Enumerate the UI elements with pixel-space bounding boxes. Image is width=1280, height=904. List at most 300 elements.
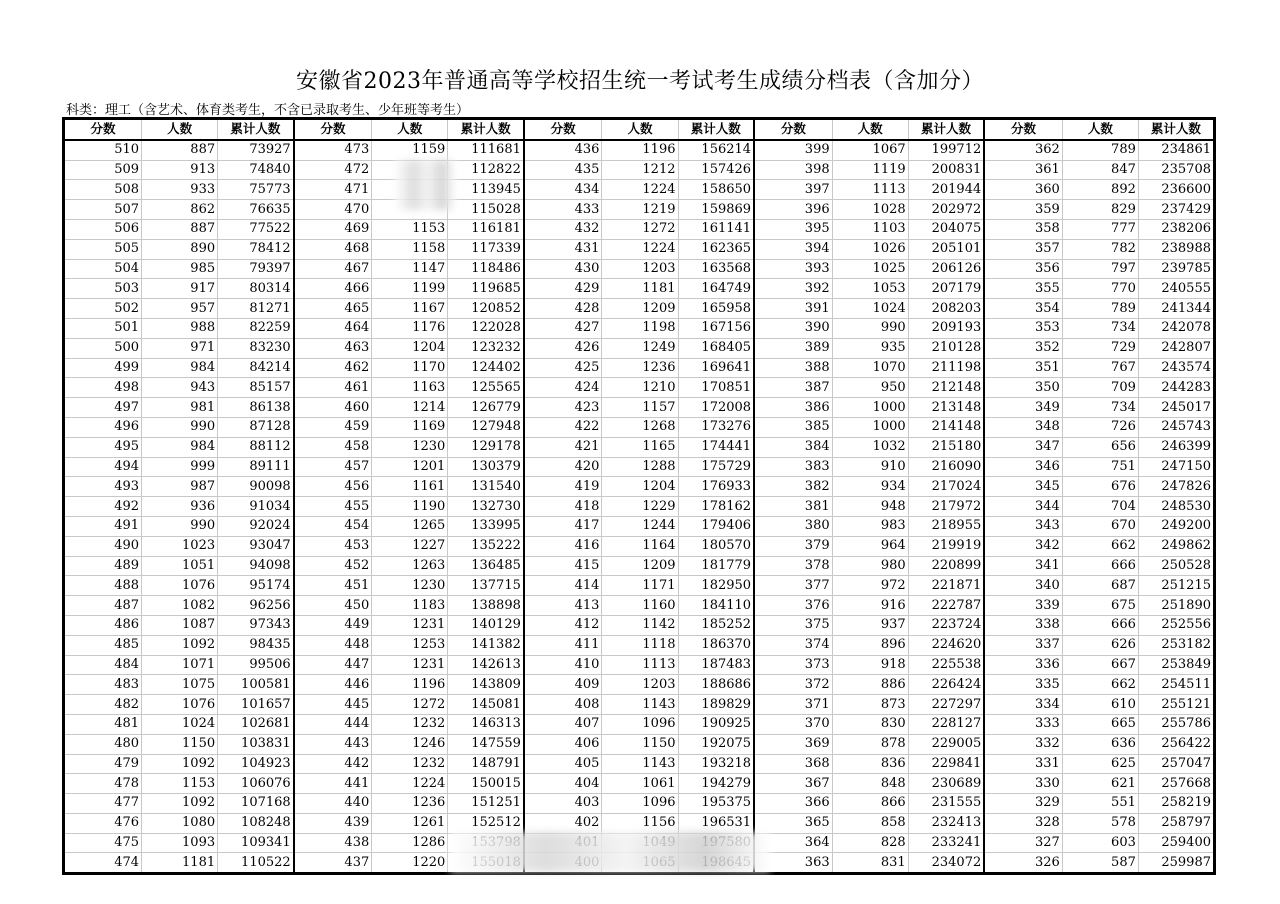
cumulative-cell: 174441 bbox=[678, 437, 754, 457]
count-cell: 886 bbox=[832, 675, 908, 695]
cumulative-cell: 112822 bbox=[448, 160, 524, 180]
count-cell: 578 bbox=[1062, 813, 1138, 833]
cumulative-cell: 186370 bbox=[678, 635, 754, 655]
score-cell: 415 bbox=[524, 556, 602, 576]
count-cell: 670 bbox=[1062, 516, 1138, 536]
score-cell: 386 bbox=[754, 398, 832, 418]
column-header: 人数 bbox=[832, 119, 908, 140]
score-cell: 355 bbox=[984, 279, 1062, 299]
score-cell: 429 bbox=[524, 279, 602, 299]
table-row bbox=[64, 338, 1215, 358]
table-row bbox=[64, 180, 1215, 200]
count-cell: 866 bbox=[832, 794, 908, 814]
count-cell: 937 bbox=[832, 615, 908, 635]
score-cell: 389 bbox=[754, 338, 832, 358]
count-cell: 667 bbox=[1062, 655, 1138, 675]
table-row bbox=[64, 259, 1215, 279]
score-cell: 475 bbox=[64, 833, 142, 853]
count-cell: 1224 bbox=[602, 180, 678, 200]
count-cell: 1096 bbox=[602, 714, 678, 734]
score-cell: 420 bbox=[524, 457, 602, 477]
cumulative-cell: 162365 bbox=[678, 239, 754, 259]
count-cell: 626 bbox=[1062, 635, 1138, 655]
count-cell: 1201 bbox=[372, 457, 448, 477]
cumulative-cell: 240555 bbox=[1138, 279, 1214, 299]
score-distribution-table bbox=[62, 117, 1216, 875]
score-cell: 326 bbox=[984, 853, 1062, 874]
count-cell: 1210 bbox=[602, 378, 678, 398]
count-cell: 1158 bbox=[372, 239, 448, 259]
count-cell: 1209 bbox=[602, 556, 678, 576]
cumulative-cell: 99506 bbox=[218, 655, 294, 675]
score-cell: 483 bbox=[64, 675, 142, 695]
score-cell: 423 bbox=[524, 398, 602, 418]
count-cell: 1268 bbox=[602, 417, 678, 437]
count-cell: 1219 bbox=[602, 200, 678, 220]
cumulative-cell: 140129 bbox=[448, 615, 524, 635]
count-cell: 1231 bbox=[372, 655, 448, 675]
score-cell: 343 bbox=[984, 516, 1062, 536]
column-header: 人数 bbox=[372, 119, 448, 140]
cumulative-cell: 85157 bbox=[218, 378, 294, 398]
count-cell: 858 bbox=[832, 813, 908, 833]
cumulative-cell: 253182 bbox=[1138, 635, 1214, 655]
count-cell: 1061 bbox=[602, 774, 678, 794]
score-cell: 428 bbox=[524, 299, 602, 319]
score-cell: 393 bbox=[754, 259, 832, 279]
score-cell: 364 bbox=[754, 833, 832, 853]
score-cell: 504 bbox=[64, 259, 142, 279]
score-cell: 469 bbox=[294, 219, 372, 239]
cumulative-cell: 224620 bbox=[908, 635, 984, 655]
cumulative-cell: 205101 bbox=[908, 239, 984, 259]
cumulative-cell: 173276 bbox=[678, 417, 754, 437]
cumulative-cell: 124402 bbox=[448, 358, 524, 378]
count-cell: 1163 bbox=[372, 378, 448, 398]
score-cell: 435 bbox=[524, 160, 602, 180]
column-header: 人数 bbox=[1062, 119, 1138, 140]
cumulative-cell: 259400 bbox=[1138, 833, 1214, 853]
score-cell: 379 bbox=[754, 536, 832, 556]
cumulative-cell: 106076 bbox=[218, 774, 294, 794]
cumulative-cell: 93047 bbox=[218, 536, 294, 556]
count-cell: 847 bbox=[1062, 160, 1138, 180]
cumulative-cell: 249862 bbox=[1138, 536, 1214, 556]
score-cell: 374 bbox=[754, 635, 832, 655]
cumulative-cell: 115028 bbox=[448, 200, 524, 220]
score-cell: 496 bbox=[64, 417, 142, 437]
table-row bbox=[64, 675, 1215, 695]
score-cell: 416 bbox=[524, 536, 602, 556]
count-cell: 1000 bbox=[832, 398, 908, 418]
column-header: 累计人数 bbox=[218, 119, 294, 140]
count-cell: 1032 bbox=[832, 437, 908, 457]
score-cell: 431 bbox=[524, 239, 602, 259]
score-cell: 412 bbox=[524, 615, 602, 635]
score-cell: 480 bbox=[64, 734, 142, 754]
count-cell: 1087 bbox=[142, 615, 218, 635]
count-cell: 1075 bbox=[142, 675, 218, 695]
score-cell: 500 bbox=[64, 338, 142, 358]
count-cell: 981 bbox=[142, 398, 218, 418]
count-cell: 1220 bbox=[372, 853, 448, 874]
cumulative-cell: 170851 bbox=[678, 378, 754, 398]
cumulative-cell: 192075 bbox=[678, 734, 754, 754]
table-row bbox=[64, 299, 1215, 319]
score-cell: 467 bbox=[294, 259, 372, 279]
cumulative-cell: 209193 bbox=[908, 318, 984, 338]
score-cell: 493 bbox=[64, 477, 142, 497]
cumulative-cell: 122028 bbox=[448, 318, 524, 338]
count-cell: 1150 bbox=[142, 734, 218, 754]
cumulative-cell: 220899 bbox=[908, 556, 984, 576]
score-cell: 454 bbox=[294, 516, 372, 536]
cumulative-cell: 231555 bbox=[908, 794, 984, 814]
cumulative-cell: 117339 bbox=[448, 239, 524, 259]
score-cell: 487 bbox=[64, 596, 142, 616]
category-note: 科类：理工（含艺术、体育类考生，不含已录取考生、少年班等考生） bbox=[66, 103, 470, 118]
count-cell: 1249 bbox=[602, 338, 678, 358]
count-cell: 665 bbox=[1062, 714, 1138, 734]
count-cell: 1164 bbox=[602, 536, 678, 556]
cumulative-cell: 120852 bbox=[448, 299, 524, 319]
cumulative-cell: 75773 bbox=[218, 180, 294, 200]
cumulative-cell: 246399 bbox=[1138, 437, 1214, 457]
count-cell: 1288 bbox=[602, 457, 678, 477]
score-cell: 403 bbox=[524, 794, 602, 814]
cumulative-cell: 148791 bbox=[448, 754, 524, 774]
cumulative-cell: 103831 bbox=[218, 734, 294, 754]
score-cell: 397 bbox=[754, 180, 832, 200]
count-cell: 999 bbox=[142, 457, 218, 477]
count-cell: 831 bbox=[832, 853, 908, 874]
redaction-blur bbox=[395, 160, 455, 210]
score-cell: 479 bbox=[64, 754, 142, 774]
score-cell: 351 bbox=[984, 358, 1062, 378]
count-cell: 1076 bbox=[142, 576, 218, 596]
table-row bbox=[64, 457, 1215, 477]
count-cell: 610 bbox=[1062, 695, 1138, 715]
count-cell: 1272 bbox=[602, 219, 678, 239]
count-cell: 950 bbox=[832, 378, 908, 398]
cumulative-cell: 199712 bbox=[908, 140, 984, 160]
count-cell: 1183 bbox=[372, 596, 448, 616]
cumulative-cell: 158650 bbox=[678, 180, 754, 200]
score-cell: 349 bbox=[984, 398, 1062, 418]
count-cell: 1203 bbox=[602, 259, 678, 279]
count-cell: 1067 bbox=[832, 140, 908, 160]
score-cell: 459 bbox=[294, 417, 372, 437]
count-cell: 1143 bbox=[602, 695, 678, 715]
score-cell: 495 bbox=[64, 437, 142, 457]
count-cell: 878 bbox=[832, 734, 908, 754]
cumulative-cell: 110522 bbox=[218, 853, 294, 874]
score-cell: 481 bbox=[64, 714, 142, 734]
table-row bbox=[64, 358, 1215, 378]
cumulative-cell: 241344 bbox=[1138, 299, 1214, 319]
score-cell: 486 bbox=[64, 615, 142, 635]
count-cell: 621 bbox=[1062, 774, 1138, 794]
score-cell: 342 bbox=[984, 536, 1062, 556]
cumulative-cell: 137715 bbox=[448, 576, 524, 596]
count-cell: 862 bbox=[142, 200, 218, 220]
count-cell: 1170 bbox=[372, 358, 448, 378]
cumulative-cell: 125565 bbox=[448, 378, 524, 398]
count-cell: 1236 bbox=[372, 794, 448, 814]
score-cell: 376 bbox=[754, 596, 832, 616]
score-cell: 491 bbox=[64, 516, 142, 536]
count-cell: 1159 bbox=[372, 140, 448, 160]
cumulative-cell: 210128 bbox=[908, 338, 984, 358]
cumulative-cell: 181779 bbox=[678, 556, 754, 576]
table-row bbox=[64, 734, 1215, 754]
score-cell: 347 bbox=[984, 437, 1062, 457]
cumulative-cell: 234861 bbox=[1138, 140, 1214, 160]
cumulative-cell: 179406 bbox=[678, 516, 754, 536]
count-cell: 1092 bbox=[142, 635, 218, 655]
count-cell: 1051 bbox=[142, 556, 218, 576]
cumulative-cell: 147559 bbox=[448, 734, 524, 754]
cumulative-cell: 254511 bbox=[1138, 675, 1214, 695]
score-cell: 460 bbox=[294, 398, 372, 418]
cumulative-cell: 73927 bbox=[218, 140, 294, 160]
score-cell: 335 bbox=[984, 675, 1062, 695]
cumulative-cell: 190925 bbox=[678, 714, 754, 734]
score-cell: 353 bbox=[984, 318, 1062, 338]
score-cell: 476 bbox=[64, 813, 142, 833]
score-cell: 341 bbox=[984, 556, 1062, 576]
count-cell: 1026 bbox=[832, 239, 908, 259]
score-cell: 345 bbox=[984, 477, 1062, 497]
cumulative-cell: 227297 bbox=[908, 695, 984, 715]
column-header: 累计人数 bbox=[1138, 119, 1214, 140]
cumulative-cell: 167156 bbox=[678, 318, 754, 338]
redaction-blur bbox=[450, 832, 770, 872]
count-cell: 1092 bbox=[142, 794, 218, 814]
score-cell: 417 bbox=[524, 516, 602, 536]
cumulative-cell: 77522 bbox=[218, 219, 294, 239]
score-cell: 384 bbox=[754, 437, 832, 457]
count-cell: 1263 bbox=[372, 556, 448, 576]
score-cell: 437 bbox=[294, 853, 372, 874]
cumulative-cell: 87128 bbox=[218, 417, 294, 437]
count-cell: 1232 bbox=[372, 714, 448, 734]
column-header: 分数 bbox=[64, 119, 142, 140]
count-cell: 1167 bbox=[372, 299, 448, 319]
count-cell: 830 bbox=[832, 714, 908, 734]
count-cell: 1227 bbox=[372, 536, 448, 556]
cumulative-cell: 116181 bbox=[448, 219, 524, 239]
score-cell: 465 bbox=[294, 299, 372, 319]
count-cell: 789 bbox=[1062, 140, 1138, 160]
cumulative-cell: 184110 bbox=[678, 596, 754, 616]
score-cell: 482 bbox=[64, 695, 142, 715]
table-row bbox=[64, 378, 1215, 398]
count-cell: 984 bbox=[142, 437, 218, 457]
cumulative-cell: 236600 bbox=[1138, 180, 1214, 200]
score-cell: 329 bbox=[984, 794, 1062, 814]
cumulative-cell: 221871 bbox=[908, 576, 984, 596]
score-cell: 450 bbox=[294, 596, 372, 616]
score-cell: 414 bbox=[524, 576, 602, 596]
count-cell: 636 bbox=[1062, 734, 1138, 754]
count-cell: 1024 bbox=[832, 299, 908, 319]
cumulative-cell: 82259 bbox=[218, 318, 294, 338]
count-cell: 1214 bbox=[372, 398, 448, 418]
table-row bbox=[64, 655, 1215, 675]
score-cell: 485 bbox=[64, 635, 142, 655]
score-cell: 388 bbox=[754, 358, 832, 378]
cumulative-cell: 189829 bbox=[678, 695, 754, 715]
cumulative-cell: 207179 bbox=[908, 279, 984, 299]
score-cell: 371 bbox=[754, 695, 832, 715]
score-cell: 413 bbox=[524, 596, 602, 616]
score-cell: 489 bbox=[64, 556, 142, 576]
score-cell: 448 bbox=[294, 635, 372, 655]
cumulative-cell: 245017 bbox=[1138, 398, 1214, 418]
score-cell: 421 bbox=[524, 437, 602, 457]
count-cell: 1160 bbox=[602, 596, 678, 616]
count-cell: 916 bbox=[832, 596, 908, 616]
cumulative-cell: 253849 bbox=[1138, 655, 1214, 675]
count-cell: 836 bbox=[832, 754, 908, 774]
count-cell: 1169 bbox=[372, 417, 448, 437]
cumulative-cell: 257047 bbox=[1138, 754, 1214, 774]
cumulative-cell: 119685 bbox=[448, 279, 524, 299]
score-cell: 506 bbox=[64, 219, 142, 239]
count-cell: 980 bbox=[832, 556, 908, 576]
count-cell: 729 bbox=[1062, 338, 1138, 358]
score-cell: 473 bbox=[294, 140, 372, 160]
count-cell: 709 bbox=[1062, 378, 1138, 398]
count-cell: 828 bbox=[832, 833, 908, 853]
score-cell: 387 bbox=[754, 378, 832, 398]
score-cell: 492 bbox=[64, 497, 142, 517]
cumulative-cell: 90098 bbox=[218, 477, 294, 497]
table-row bbox=[64, 219, 1215, 239]
score-cell: 399 bbox=[754, 140, 832, 160]
cumulative-cell: 145081 bbox=[448, 695, 524, 715]
cumulative-cell: 161141 bbox=[678, 219, 754, 239]
count-cell: 1224 bbox=[372, 774, 448, 794]
score-cell: 369 bbox=[754, 734, 832, 754]
table-row bbox=[64, 516, 1215, 536]
cumulative-cell: 208203 bbox=[908, 299, 984, 319]
count-cell: 1229 bbox=[602, 497, 678, 517]
count-cell: 1203 bbox=[602, 675, 678, 695]
count-cell: 1272 bbox=[372, 695, 448, 715]
table-row bbox=[64, 239, 1215, 259]
count-cell: 1000 bbox=[832, 417, 908, 437]
count-cell: 1261 bbox=[372, 813, 448, 833]
score-cell: 477 bbox=[64, 794, 142, 814]
score-cell: 441 bbox=[294, 774, 372, 794]
table-row bbox=[64, 635, 1215, 655]
count-cell: 676 bbox=[1062, 477, 1138, 497]
score-cell: 331 bbox=[984, 754, 1062, 774]
count-cell: 1181 bbox=[602, 279, 678, 299]
count-cell: 551 bbox=[1062, 794, 1138, 814]
count-cell: 1070 bbox=[832, 358, 908, 378]
cumulative-cell: 133995 bbox=[448, 516, 524, 536]
score-cell: 404 bbox=[524, 774, 602, 794]
count-cell: 1147 bbox=[372, 259, 448, 279]
score-cell: 425 bbox=[524, 358, 602, 378]
count-cell: 662 bbox=[1062, 675, 1138, 695]
count-cell: 887 bbox=[142, 219, 218, 239]
count-cell: 1157 bbox=[602, 398, 678, 418]
score-cell: 436 bbox=[524, 140, 602, 160]
score-cell: 424 bbox=[524, 378, 602, 398]
cumulative-cell: 234072 bbox=[908, 853, 984, 874]
count-cell: 1199 bbox=[372, 279, 448, 299]
cumulative-cell: 79397 bbox=[218, 259, 294, 279]
cumulative-cell: 84214 bbox=[218, 358, 294, 378]
score-cell: 337 bbox=[984, 635, 1062, 655]
cumulative-cell: 151251 bbox=[448, 794, 524, 814]
cumulative-cell: 230689 bbox=[908, 774, 984, 794]
score-cell: 333 bbox=[984, 714, 1062, 734]
count-cell: 1119 bbox=[832, 160, 908, 180]
score-cell: 447 bbox=[294, 655, 372, 675]
count-cell: 933 bbox=[142, 180, 218, 200]
score-cell: 497 bbox=[64, 398, 142, 418]
cumulative-cell: 251215 bbox=[1138, 576, 1214, 596]
table-row bbox=[64, 279, 1215, 299]
table-row bbox=[64, 417, 1215, 437]
count-cell: 985 bbox=[142, 259, 218, 279]
score-cell: 502 bbox=[64, 299, 142, 319]
score-cell: 375 bbox=[754, 615, 832, 635]
count-cell: 1113 bbox=[832, 180, 908, 200]
score-cell: 466 bbox=[294, 279, 372, 299]
count-cell: 948 bbox=[832, 497, 908, 517]
cumulative-cell: 200831 bbox=[908, 160, 984, 180]
count-cell: 1082 bbox=[142, 596, 218, 616]
count-cell: 1190 bbox=[372, 497, 448, 517]
cumulative-cell: 141382 bbox=[448, 635, 524, 655]
count-cell: 890 bbox=[142, 239, 218, 259]
column-header: 分数 bbox=[524, 119, 602, 140]
score-cell: 390 bbox=[754, 318, 832, 338]
cumulative-cell: 233241 bbox=[908, 833, 984, 853]
score-cell: 418 bbox=[524, 497, 602, 517]
cumulative-cell: 248530 bbox=[1138, 497, 1214, 517]
cumulative-cell: 187483 bbox=[678, 655, 754, 675]
count-cell: 1230 bbox=[372, 576, 448, 596]
score-cell: 350 bbox=[984, 378, 1062, 398]
count-cell: 990 bbox=[832, 318, 908, 338]
score-cell: 464 bbox=[294, 318, 372, 338]
score-cell: 411 bbox=[524, 635, 602, 655]
score-cell: 396 bbox=[754, 200, 832, 220]
score-cell: 463 bbox=[294, 338, 372, 358]
count-cell: 767 bbox=[1062, 358, 1138, 378]
score-cell: 444 bbox=[294, 714, 372, 734]
cumulative-cell: 136485 bbox=[448, 556, 524, 576]
cumulative-cell: 146313 bbox=[448, 714, 524, 734]
count-cell: 770 bbox=[1062, 279, 1138, 299]
count-cell: 751 bbox=[1062, 457, 1138, 477]
cumulative-cell: 74840 bbox=[218, 160, 294, 180]
cumulative-cell: 188686 bbox=[678, 675, 754, 695]
cumulative-cell: 212148 bbox=[908, 378, 984, 398]
score-cell: 499 bbox=[64, 358, 142, 378]
cumulative-cell: 89111 bbox=[218, 457, 294, 477]
cumulative-cell: 169641 bbox=[678, 358, 754, 378]
score-cell: 402 bbox=[524, 813, 602, 833]
score-cell: 501 bbox=[64, 318, 142, 338]
